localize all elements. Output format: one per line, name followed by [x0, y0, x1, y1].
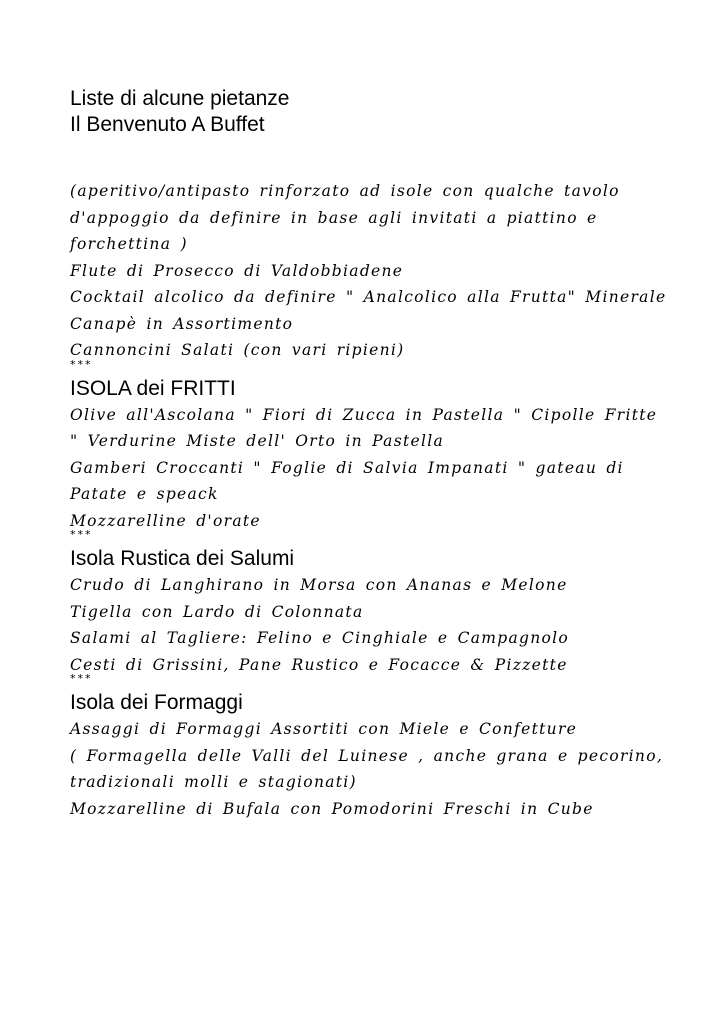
welcome-item: Cocktail alcolico da definire " Analcolico alla Frutta" Minerale: [70, 288, 667, 306]
welcome-item: Cannoncini Salati (con vari ripieni): [70, 341, 405, 359]
welcome-section: [70, 178, 670, 372]
section-heading-formaggi: Isola dei Formaggi: [70, 691, 243, 714]
section-separator: ***: [70, 528, 93, 541]
title-block: [70, 86, 670, 138]
fritti-section: [70, 376, 670, 543]
salumi-item: Cesti di Grissini, Pane Rustico e Focacce & Pizzette: [70, 655, 568, 674]
welcome-item: Flute di Prosecco di Valdobbiadene: [70, 261, 404, 280]
section-separator: ***: [70, 357, 93, 371]
formaggi-item: Mozzarelline di Bufala con Pomodorini Freschi in Cube: [70, 799, 594, 818]
welcome-item: Canapè in Assortimento: [70, 314, 294, 333]
salumi-item: Crudo di Langhirano in Morsa con Ananas e Melone: [70, 576, 568, 594]
fritti-item: Gamberi Croccanti " Foglie di Salvia Impanati " gateau di Patate e speack: [70, 458, 624, 503]
section-heading-fritti: ISOLA dei FRITTI: [70, 376, 236, 400]
formaggi-section: [70, 690, 670, 822]
menu-document: [70, 86, 670, 822]
salumi-section: [70, 546, 670, 686]
document-title: Liste di alcune pietanze: [70, 87, 290, 110]
document-subtitle: Il Benvenuto A Buffet: [70, 113, 265, 136]
fritti-item: Olive all'Ascolana " Fiori di Zucca in Pastella " Cipolle Fritte: [70, 405, 658, 424]
fritti-item: Mozzarelline d'orate: [70, 511, 261, 530]
section-separator: ***: [70, 672, 93, 685]
formaggi-item: Assaggi di Formaggi Assortiti con Miele e Confetture: [70, 720, 578, 738]
formaggi-item: ( Formagella delle Valli del Luinese , anche grana e pecorino, tradizionali molli e stagionati): [70, 746, 664, 791]
fritti-item: " Verdurine Miste dell' Orto in Pastella: [70, 432, 445, 450]
salumi-item: Salami al Tagliere: Felino e Cinghiale e Campagnolo: [70, 629, 570, 647]
salumi-item: Tigella con Lardo di Colonnata: [70, 602, 364, 621]
welcome-intro: (aperitivo/antipasto rinforzato ad isole con qualche tavolo d'appoggio da definire in base agli invitati a piattino e forchettina ): [70, 182, 620, 253]
section-heading-salumi: Isola Rustica dei Salumi: [70, 547, 295, 570]
